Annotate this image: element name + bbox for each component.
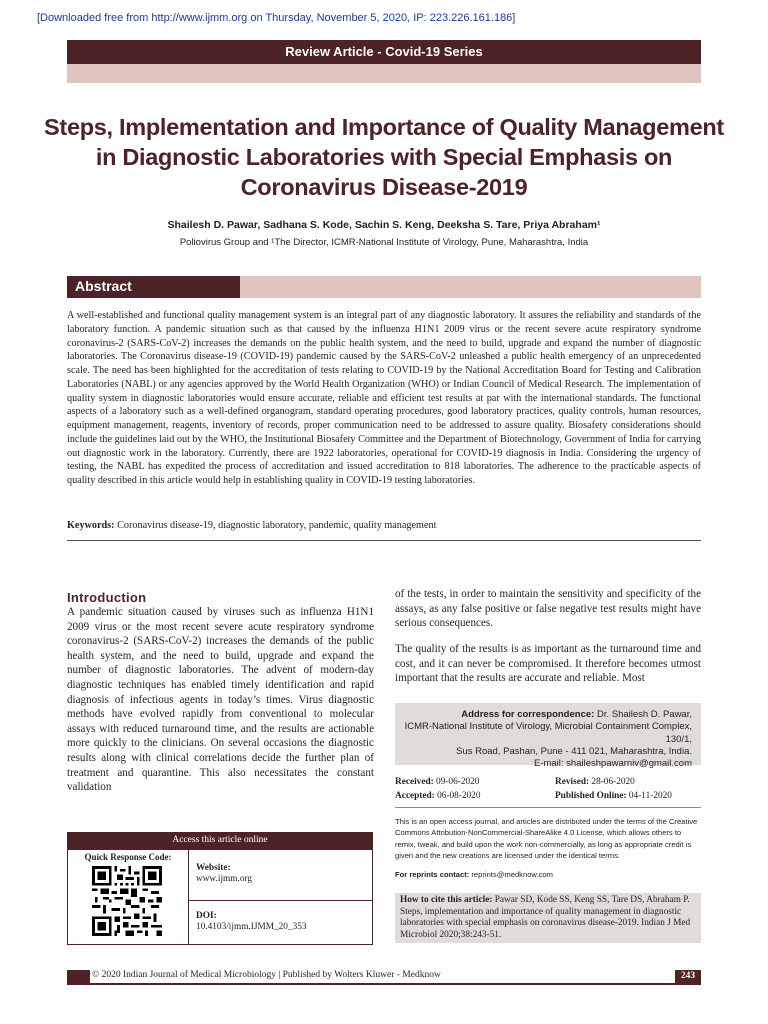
divider [395,807,701,808]
keywords [67,520,701,531]
received-label: Received: [395,777,434,787]
page-number: 243 [680,971,696,981]
abstract-heading-stripe [240,276,701,298]
reprints [395,870,553,879]
footer-accent [67,970,90,985]
correspondence-label: Address for correspondence: [461,709,595,720]
affiliation: Poliovirus Group and ¹The Director, ICMR-National Institute of Virology, Pune, Maharashtra, India [179,237,589,248]
qr-label: Quick Response Code: [84,852,172,862]
divider [67,540,701,541]
introduction-heading: Introduction [67,590,147,605]
qr-cell [68,850,189,944]
accepted-label: Accepted: [395,791,435,801]
qr-code-icon[interactable] [92,866,162,936]
divider [189,900,372,901]
correspondence-email: E-mail: shaileshpawarniv@gmail.com [533,758,692,770]
reprints-label: For reprints contact: [395,870,470,879]
website-link[interactable]: www.ijmm.org [196,874,253,884]
banner-stripe [67,64,701,83]
footer-copyright: © 2020 Indian Journal of Medical Microbiology | Published by Wolters Kluwer - Medknow [92,970,441,980]
citation-box [395,893,701,943]
correspondence-address-1: ICMR-National Institute of Virology, Microbial Containment Complex, 130/1, [404,721,692,745]
correspondence-name-line [404,709,692,721]
download-notice: [Downloaded free from http://www.ijmm.org on Thursday, November 5, 2020, IP: 223.226.161.186] [37,12,516,24]
section-banner: Review Article - Covid-19 Series [67,40,701,64]
citation-label: How to cite this article: [400,895,493,905]
authors: Shailesh D. Pawar, Sadhana S. Kode, Sachin S. Keng, Deeksha S. Tare, Priya Abraham¹ [167,219,601,231]
keywords-label: Keywords: [67,520,115,531]
revised-value: 28-06-2020 [589,777,635,787]
doi-label: DOI: [196,911,217,921]
keywords-text: Coronavirus disease-19, diagnostic laboratory, pandemic, quality management [114,520,437,531]
revised-label: Revised: [555,777,590,787]
reprints-email: reprints@medknow.com [469,870,553,879]
revised-date [555,775,635,789]
abstract-heading: Abstract [75,278,132,294]
accepted-value: 06-08-2020 [434,791,481,801]
received-date [395,777,479,787]
website-label: Website: [196,863,231,873]
license-text: This is an open access journal, and articles are distributed under the terms of the Creative Commons Attribution-NonCommercial-ShareAlike 4.0 License, which allows others to remix, tweak, and build upon the work non-commercially, as long as appropriate credit is given and the new creations are licensed under the identical terms. [395,817,698,860]
article-title: Steps, Implementation and Importance of Quality Management in Diagnostic Laboratories with Special Emphasis on Coronavirus Disease-2019 [44,114,724,200]
accepted-date [395,791,480,801]
correspondence-name: Dr. Shailesh D. Pawar, [594,709,692,720]
received-value: 09-06-2020 [433,777,480,787]
introduction-continued-1: of the tests, in order to maintain the sensitivity and specificity of the assays, as any false positive or false negative test results might have serious consequences. [395,588,701,630]
doi-link[interactable]: 10.4103/ijmm.IJMM_20_353 [196,922,307,932]
footer-rule [90,983,675,985]
introduction-text: A pandemic situation caused by viruses such as influenza H1N1 2009 virus or the most recent severe acute respiratory syndrome coronavirus-2 (SARS-CoV-2) increases the demands of the public health system, and the need to build, upgrade and expand the number of diagnostic laboratories. The advent of modern-day diagnostic techniques has enabled timely identification and rapid diagnosis of infectious agents in today’s times. Virus diagnostic methods have evolved rapidly from conventional to molecular assays with reduced turnaround time, and the results are actionable more quickly to the clinicians. On several occasions the diagnostic results along with clinical correlations decide the further plan of treatment and quarantine. This also necessitates the constant validation [67,606,374,794]
correspondence-address-2: Sus Road, Pashan, Pune - 411 021, Maharashtra, India. [456,745,692,757]
access-online-heading: Access this article online [67,832,373,849]
access-online-box [67,849,373,945]
correspondence-box [395,703,701,770]
published-label: Published Online: [555,791,627,801]
citation-text: Pawar SD, Kode SS, Keng SS, Tare DS, Abraham P. Steps, implementation and importance of quality management in diagnostic laboratories with special emphasis on coronavirus disease-2019. Indian J Med Microbiol 2020;38:243-51. [400,895,691,941]
abstract-text: A well-established and functional quality management system is an integral part of any diagnostic laboratory. It assures the reliability and standards of the laboratory function. A pandemic situation such as that caused by the influenza H1N1 2009 virus or the recent severe acute respiratory syndrome coronavirus-2 (SARS-CoV-2) increases the demands on the public health system, and the need to build, upgrade and expand the number of diagnostic laboratories. The Coronavirus disease-19 (COVID-19) pandemic caused by the SARS-CoV-2 unleashed a public health emergency of an unprecedented scale. The need has been highlighted for the accreditation of tests relating to COVID-19 by the National Accreditation Board for Testing and Calibration Laboratories (NABL) or any agencies approved by the World Health Organization (WHO) or Indian Council of Medical Research. The implementation of quality system in diagnostic laboratories would ensure accurate, reliable and efficient test results at par with the international standards. The functional aspects of a laboratory such as a well-defined organogram, standard operating procedures, good laboratory practices, quality controls, human resources, equipment management, reagents, inventory of records, proper communication need to be addressed to assure quality. Biosafety considerations should include the guidelines laid out by the WHO, the Institutional Biosafety Committee and the Department of Biotechnology, Government of India for carrying out diagnostic work in the laboratory. Currently, there are 1922 laboratories, operational for COVID-19 diagnosis in India. Considering the urgency of testing, the NABL has expedited the process of accreditation and issued accreditation to 818 laboratories. The adherence to the practicable aspects of quality described in this article would help in establishing quality in COVID-19 testing laboratories. [67,310,701,486]
article-dates [395,775,701,803]
published-date [555,789,672,803]
introduction-continued-2: The quality of the results is as important as the turnaround time and cost, and it can never be compromised. It therefore becomes utmost important that the results are accurate and reliable. Most [395,643,701,685]
published-value: 04-11-2020 [626,791,672,801]
